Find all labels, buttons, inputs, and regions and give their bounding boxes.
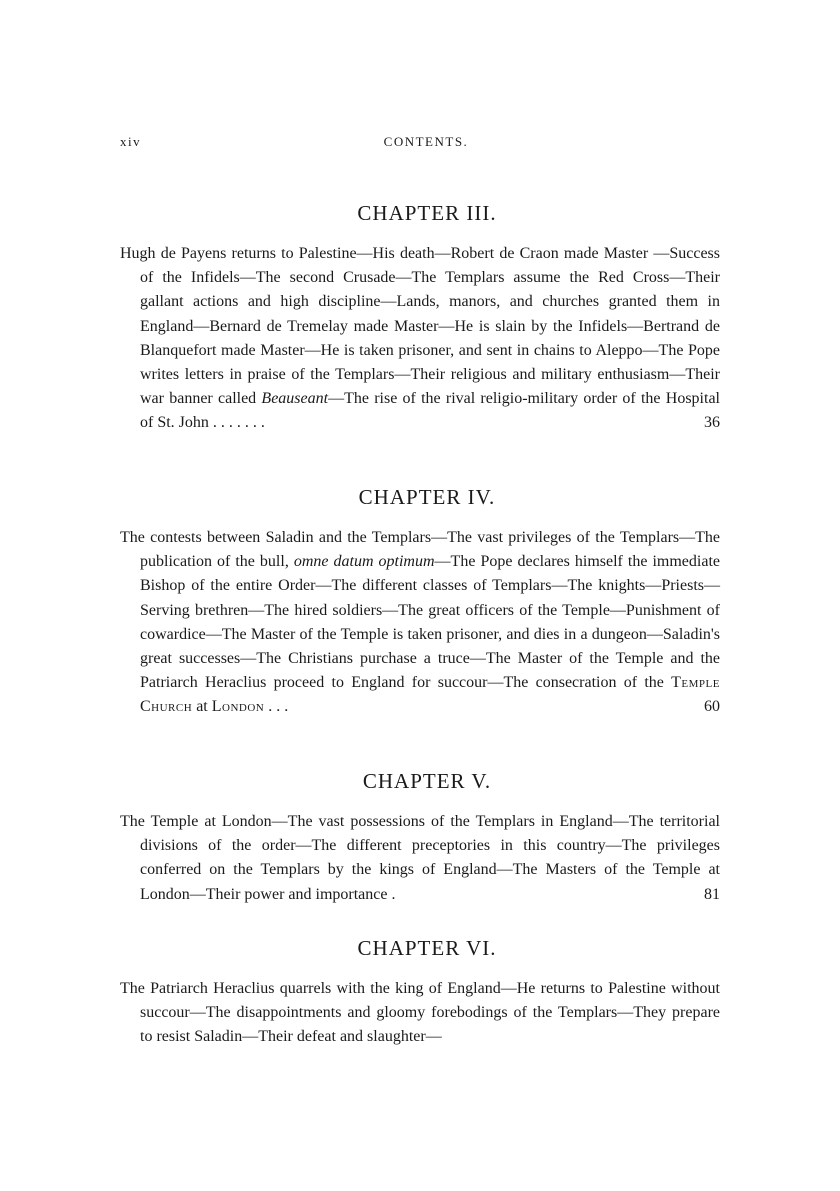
summary-italic: Beauseant — [261, 390, 329, 408]
summary-italic: omne datum optimum — [293, 553, 435, 571]
summary-text: The Temple at London—The vast possessions of the Templars in England—The territorial divisions of the order—The different preceptories in this country—The privileges conferred on the Templars by the kings of England—The Masters of the Temple at London—Their power and importance — [120, 813, 720, 903]
chapter-heading: CHAPTER VI. — [357, 936, 497, 960]
dot-leader: . — [391, 885, 396, 903]
chapter-5 — [120, 768, 720, 923]
summary-text-end: —The rise of the rival religio-military order of the Hospital of St. John — [140, 390, 720, 432]
summary-text: The Patriarch Heraclius quarrels with the king of England—He returns to Palestine without succour—The disappointments and gloomy forebodings of the Templars—They prepare to resist Saladin—Their defeat and slaughter— — [120, 980, 720, 1046]
chapter-page-number: 36 — [704, 414, 720, 432]
chapter-page-number: 60 — [704, 698, 720, 716]
chapter-4 — [120, 484, 720, 736]
running-head — [120, 134, 720, 154]
dot-leader: . . . . . . . — [212, 414, 265, 432]
chapter-6 — [120, 935, 720, 1066]
summary-text: The contests between Saladin and the Templars—The vast privileges of the Templars—The publication of the bull, — [120, 529, 720, 571]
summary-smallcaps: Temple Church — [140, 674, 720, 716]
summary-smallcaps: London — [211, 698, 265, 716]
summary-text: Hugh de Payens returns to Palestine—His death—Robert de Craon made Master —Success of the Infidels—The second Crusade—The Templars assume the Red Cross—Their gallant actions and high discipline—Lands, manors, and churches granted them in England—Bernard de Tremelay made Master—He is slain by the Infidels—Bertrand de Blanquefort made Master—He is taken prisoner, and sent in chains to Aleppo—The Pope writes letters in praise of the Templars—Their religious and military enthusiasm—Their war banner called — [120, 245, 720, 408]
dot-leader: . . . — [268, 698, 289, 716]
chapter-3 — [120, 200, 720, 452]
chapter-summary — [120, 810, 720, 907]
chapter-summary — [120, 242, 720, 436]
page-number: xiv — [120, 134, 142, 149]
chapter-summary — [120, 977, 720, 1050]
chapter-page-number: 81 — [704, 885, 720, 903]
chapter-heading: CHAPTER V. — [362, 769, 492, 793]
chapter-summary — [120, 526, 720, 720]
chapter-heading: CHAPTER III. — [357, 201, 497, 225]
running-title: CONTENTS. — [383, 134, 469, 149]
summary-connector: at — [192, 698, 212, 716]
chapter-heading: CHAPTER IV. — [358, 485, 496, 509]
summary-text-mid: —The Pope declares himself the immediate Bishop of the entire Order—The different classes of Templars—The knights—Priests—Serving brethren—The hired soldiers—The great officers of the Temple—Punishment of cowardice—The Master of the Temple is taken prisoner, and dies in a dungeon—Saladin's great successes—The Christians purchase a truce—The Master of the Temple and the Patriarch Heraclius proceed to England for succour—The consecration of the — [140, 553, 721, 692]
